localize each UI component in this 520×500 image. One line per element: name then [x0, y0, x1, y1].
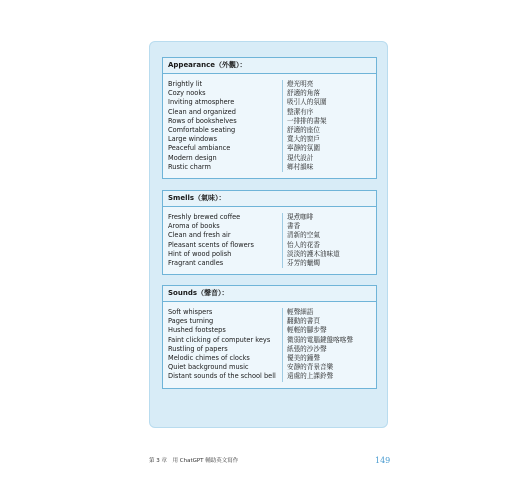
- chinese-term: 安靜的背景音樂: [287, 363, 334, 372]
- section-sounds: [162, 285, 377, 389]
- chinese-column: [282, 80, 376, 172]
- english-term: Freshly brewed coffee: [168, 213, 241, 221]
- english-term: Peaceful ambiance: [168, 144, 231, 153]
- chinese-term: 清新的空氣: [287, 231, 320, 240]
- english-term: Large windows: [168, 135, 218, 144]
- section-title: Sounds（聲音）：: [163, 286, 376, 302]
- chapter-footer: 第 3 章 用 ChatGPT 輔助英文寫作: [149, 458, 239, 464]
- chinese-term: 微弱的電腦鍵盤喀喀聲: [287, 335, 353, 344]
- english-term: Cozy nooks: [168, 89, 206, 98]
- english-term: Distant sounds of the school bell: [168, 372, 276, 381]
- english-term: Pleasant scents of flowers: [168, 240, 254, 249]
- english-column: [163, 308, 282, 382]
- chinese-term: 整潔有序: [287, 107, 314, 116]
- chinese-term: 翻動的書頁: [287, 317, 320, 326]
- chinese-term: 遠處的上課鈴聲: [287, 372, 334, 381]
- english-term: Brightly lit: [168, 80, 203, 88]
- english-term: Pages turning: [168, 317, 214, 326]
- chinese-term: 舒適的角落: [287, 89, 320, 98]
- chinese-term: 淡淡的護木油味道: [287, 249, 340, 258]
- english-term: Clean and fresh air: [168, 231, 231, 240]
- chinese-term: 怡人的花香: [287, 240, 320, 249]
- english-term: Rows of bookshelves: [168, 116, 237, 125]
- english-term: Faint clicking of computer keys: [168, 335, 271, 344]
- english-term: Soft whispers: [168, 308, 213, 316]
- chinese-term: 現煮咖啡: [287, 213, 314, 221]
- english-term: Clean and organized: [168, 107, 236, 116]
- english-column: [163, 213, 282, 268]
- english-term: Inviting atmosphere: [168, 98, 235, 107]
- english-term: Melodic chimes of clocks: [168, 354, 250, 363]
- chinese-term: 輕聲細語: [287, 308, 314, 316]
- english-term: Modern design: [168, 153, 217, 162]
- chinese-term: 寧靜的氛圍: [287, 144, 320, 153]
- english-term: Rustling of papers: [168, 344, 228, 353]
- section-title: Smells（氣味）：: [163, 191, 376, 207]
- chinese-term: 舒適的座位: [287, 126, 320, 135]
- chinese-term: 鄉村韻味: [287, 162, 314, 171]
- chinese-term: 紙張的沙沙聲: [287, 344, 327, 353]
- english-term: Hint of wood polish: [168, 249, 232, 258]
- chinese-term: 寬大的窗戶: [287, 135, 320, 144]
- english-term: Rustic charm: [168, 162, 211, 171]
- section-smells: [162, 190, 377, 275]
- page-number: 149: [375, 456, 391, 465]
- section-appearance: [162, 57, 377, 179]
- english-term: Hushed footsteps: [168, 326, 226, 335]
- english-term: Quiet background music: [168, 363, 249, 372]
- chinese-term: 書香: [287, 222, 301, 231]
- chinese-term: 一排排的書架: [287, 116, 327, 125]
- chinese-column: [282, 213, 376, 268]
- english-column: [163, 80, 282, 172]
- chinese-term: 現代設計: [287, 153, 314, 162]
- english-term: Comfortable seating: [168, 126, 236, 135]
- english-term: Fragrant candles: [168, 259, 224, 268]
- chinese-term: 燈光明亮: [287, 80, 314, 88]
- chinese-term: 吸引人的氛圍: [287, 98, 327, 107]
- chinese-term: 芬芳的蠟燭: [287, 259, 320, 268]
- section-title: Appearance（外觀）：: [163, 58, 376, 74]
- english-term: Aroma of books: [168, 222, 220, 231]
- chinese-column: [282, 308, 376, 382]
- chinese-term: 優美的鐘聲: [287, 354, 320, 363]
- chinese-term: 輕輕的腳步聲: [287, 326, 327, 335]
